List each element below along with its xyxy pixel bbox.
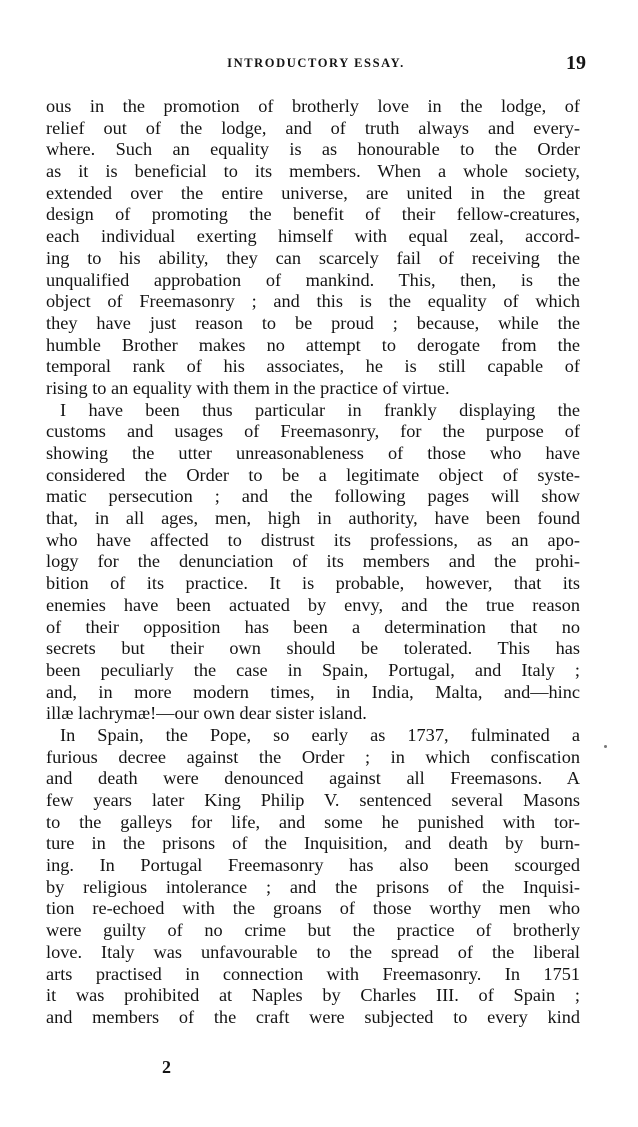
text-line: design of promoting the benefit of their fellow-creatures, (46, 204, 580, 225)
page-number: 19 (566, 52, 586, 74)
text-line: ing. In Portugal Freemasonry has also been scourged (46, 855, 580, 876)
text-line: each individual exerting himself with equal zeal, accord- (46, 226, 580, 247)
text-line: logy for the denunciation of its members and the prohi- (46, 551, 580, 572)
text-line: who have affected to distrust its professions, as an apo- (46, 529, 580, 550)
text-line: extended over the entire universe, are united in the great (46, 182, 580, 203)
text-line: to the galleys for life, and some he punished with tor- (46, 811, 580, 832)
text-line: tion re-echoed with the groans of those worthy men who (46, 898, 580, 919)
text-line: ous in the promotion of brotherly love in the lodge, of (46, 96, 580, 116)
text-line: customs and usages of Freemasonry, for the purpose of (46, 421, 580, 442)
text-line: unqualified approbation of mankind. This, then, is the (46, 269, 580, 290)
text-line: by religious intolerance ; and the prisons of the Inquisi- (46, 876, 580, 897)
text-line: that, in all ages, men, high in authority, have been found (46, 508, 580, 529)
text-line: object of Freemasonry ; and this is the equality of which (46, 291, 580, 312)
text-line: and members of the craft were subjected to every kind (46, 1006, 580, 1027)
text-line: temporal rank of his associates, he is still capable of (46, 356, 580, 377)
text-line: ture in the prisons of the Inquisition, and death by burn- (46, 833, 580, 854)
text-line: few years later King Philip V. sentenced several Masons (46, 790, 580, 810)
body-text (46, 96, 580, 1029)
text-line: matic persecution ; and the following pages will show (46, 486, 580, 507)
text-line: of their opposition has been a determination that no (46, 616, 580, 637)
signature-mark: 2 (162, 1057, 171, 1077)
text-line: as it is beneficial to its members. When a whole society, (46, 161, 580, 182)
text-line: rising to an equality with them in the practice of virtue. (46, 377, 450, 398)
text-line: been peculiarly the case in Spain, Portugal, and Italy ; (46, 659, 580, 680)
text-line: and death were denounced against all Freemasons. A (46, 768, 580, 789)
text-line: were guilty of no crime but the practice of brotherly (46, 920, 580, 941)
page-header (46, 52, 586, 76)
text-line: it was prohibited at Naples by Charles III. of Spain ; (46, 985, 580, 1006)
text-line: they have just reason to be proud ; because, while the (46, 312, 580, 333)
text-line: secrets but their own should be tolerated. This has (46, 638, 580, 659)
text-line: ing to his ability, they can scarcely fail of receiving the (46, 247, 580, 268)
running-head: INTRODUCTORY ESSAY. (227, 56, 405, 70)
text-line: showing the utter unreasonableness of those who have (46, 443, 580, 463)
text-line: considered the Order to be a legitimate object of syste- (46, 464, 580, 485)
text-line: illæ lachrymæ!—our own dear sister island. (46, 703, 367, 724)
text-line: humble Brother makes no attempt to derogate from the (46, 334, 580, 355)
ink-speck (604, 745, 607, 748)
text-line: In Spain, the Pope, so early as 1737, fulminated a (60, 724, 580, 745)
text-line: where. Such an equality is as honourable to the Order (46, 139, 580, 160)
text-line: arts practised in connection with Freemasonry. In 1751 (46, 963, 580, 984)
text-line: enemies have been actuated by envy, and the true reason (46, 594, 580, 615)
text-line: furious decree against the Order ; in which confiscation (46, 746, 580, 767)
text-line: and, in more modern times, in India, Malta, and—hinc (46, 681, 580, 702)
text-line: love. Italy was unfavourable to the spread of the liberal (46, 941, 580, 962)
text-line: relief out of the lodge, and of truth always and every- (46, 117, 580, 138)
text-line: bition of its practice. It is probable, however, that its (46, 573, 580, 594)
text-line: I have been thus particular in frankly displaying the (60, 399, 580, 420)
